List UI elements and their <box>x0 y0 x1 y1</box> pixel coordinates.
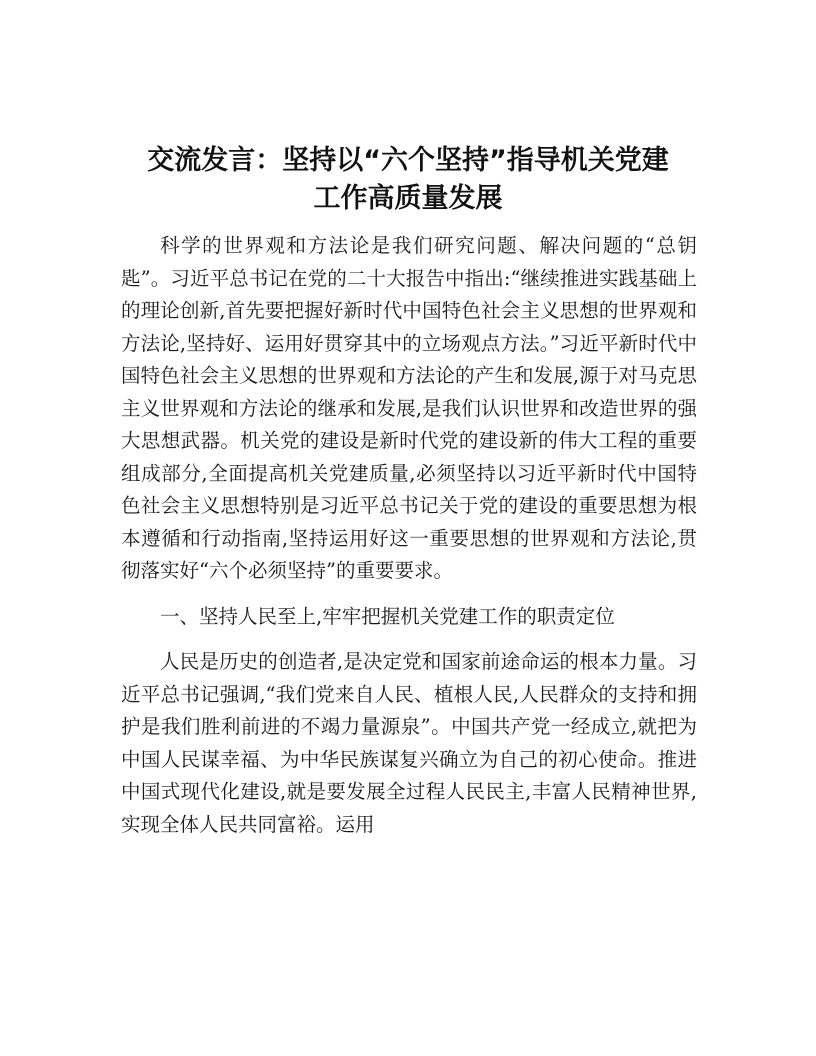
body-paragraph: 科学的世界观和方法论是我们研究问题、解决问题的“总钥匙”。习近平总书记在党的二十大报告中指出:“继续推进实践基础上的理论创新,首先要把握好新时代中国特色社会主义思想的世界观和方法论,坚持好、运用好贯穿其中的立场观点方法。”习近平新时代中国特色社会主义思想的世界观和方法论的产生和发展,源于对马克思主义世界观和方法论的继承和发展,是我们认识世界和改造世界的强大思想武器。机关党的建设是新时代党的建设新的伟大工程的重要组成部分,全面提高机关党建质量,必须坚持以习近平新时代中国特色社会主义思想特别是习近平总书记关于党的建设的重要思想为根本遵循和行动指南,坚持运用好这一重要思想的世界观和方法论,贯彻落实好“六个必须坚持”的重要要求。 <box>121 234 697 582</box>
document-title-line-1: 交流发言：坚持以“六个坚持”指导机关党建 <box>147 145 669 176</box>
document-body <box>121 230 697 854</box>
section-heading: 一、坚持人民至上,牢牢把握机关党建工作的职责定位 <box>160 604 615 628</box>
document-title-line-2: 工作高质量发展 <box>313 183 503 214</box>
body-paragraph: 人民是历史的创造者,是决定党和国家前途命运的根本力量。习近平总书记强调,“我们党来自人民、植根人民,人民群众的支持和拥护是我们胜利前进的不竭力量源泉”。中国共产党一经成立,就把为中国人民谋幸福、为中华民族谋复兴确立为自己的初心使命。推进中国式现代化建设,就是要发展全过程人民民主,丰富人民精神世界,实现全体人民共同富裕。运用 <box>121 650 697 836</box>
